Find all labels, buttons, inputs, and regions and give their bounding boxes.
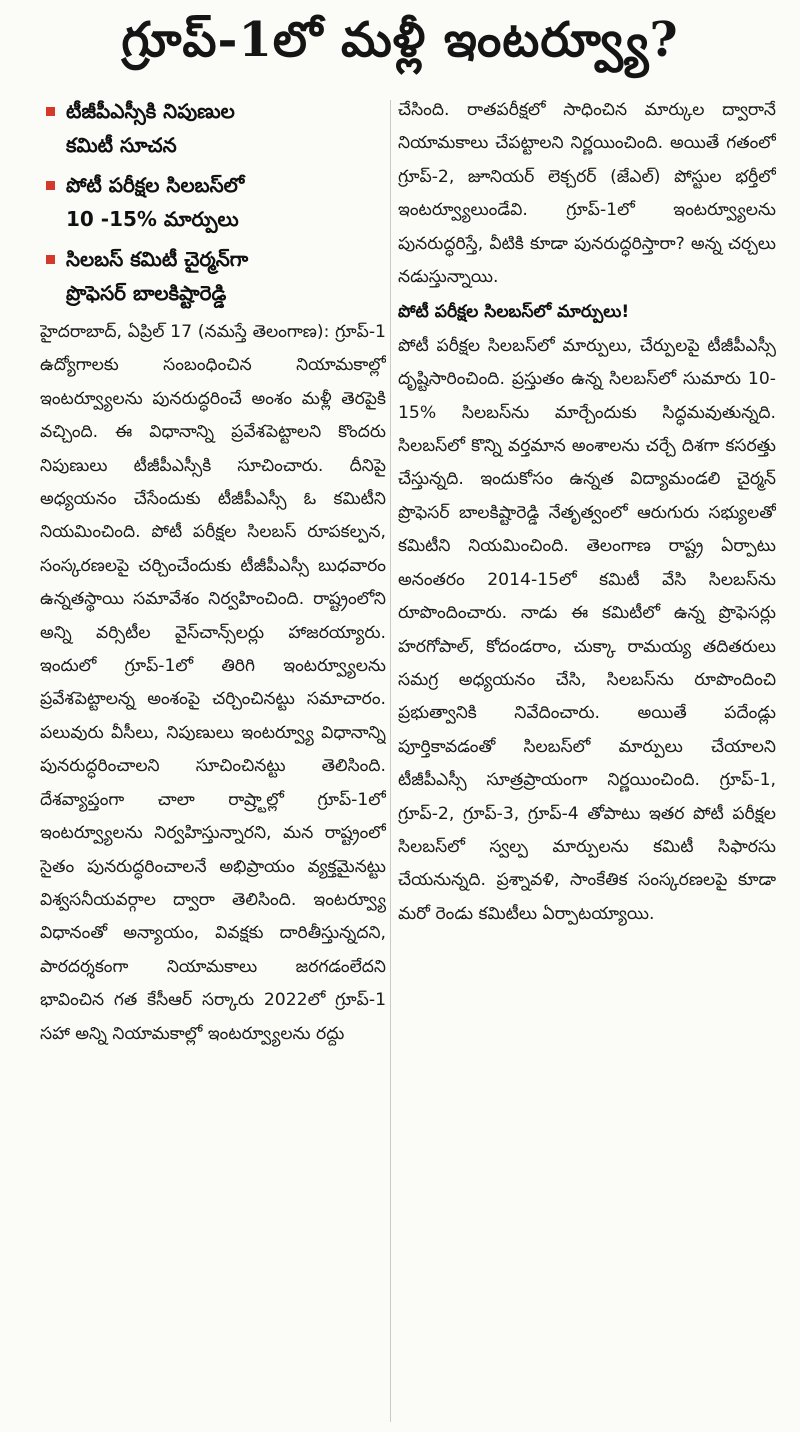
highlight-bullets [40,94,386,310]
bullet-line: టీజీపీఎస్సీకి నిపుణుల [66,99,235,123]
right-body-text-2: పోటీ పరీక్షల సిలబస్‌లో మార్పులు, చేర్పులపై టీజీపీఎస్సీ దృష్టిసారించింది. ప్రస్తుతం ఉన్న సిలబస్‌లో సుమారు 10-15% సిలబస్‌ను మార్చేందుకు సిద్ధమవుతున్నది. సిలబస్‌లో కొన్ని వర్తమాన అంశాలను చర్చే దిశగా కసరత్తు చేస్తున్నది. ఇందుకోసం ఉన్నత విద్యామండలి చైర్మన్ ప్రొఫెసర్ బాలకిష్టారెడ్డి నేతృత్వంలో ఆరుగురు సభ్యులతో కమిటీని నియమించింది. తెలంగాణ రాష్ట్ర ఏర్పాటు అనంతరం 2014-15లో కమిటీ వేసి సిలబస్‌ను రూపొందించారు. నాడు ఈ కమిటీలో ఉన్న ప్రొఫెసర్లు హరగోపాల్, కోదండరాం, చుక్కా రామయ్య తదితరులు సమగ్ర అధ్యయనం చేసి, సిలబస్‌ను రూపొందించి ప్రభుత్వానికి నివేదించారు. అయితే పదేండ్లు పూర్తికావడంతో సిలబస్‌లో మార్పులు చేయాలని టీజీపీఎస్సీ సూత్రప్రాయంగా నిర్ణయించింది. గ్రూప్-1, గ్రూప్-2, గ్రూప్-3, గ్రూప్-4 తోపాటు ఇతర పోటీ పరీక్షల సిలబస్‌లో స్వల్ప మార్పులను కమిటీ సిఫారసు చేయనున్నది. ప్రశ్నావళి, సాంకేతిక సంస్కరణలపై కూడా మరో రెండు కమిటీలు ఏర్పాటయ్యాయి. [398,335,776,924]
bullet-item [40,94,386,162]
bullet-square-icon [46,107,55,116]
left-body-text: హైదరాబాద్, ఏప్రిల్ 17 (నమస్తే తెలంగాణ): గ్రూప్-1 ఉద్యోగాలకు సంబంధించిన నియామకాల్లో ఇంటర్వ్యూలను పునరుద్ధరించే అంశం మళ్లీ తెరపైకి వచ్చింది. ఈ విధానాన్ని ప్రవేశపెట్టాలని కొందరు నిపుణులు టీజీపీఎస్సీకి సూచించారు. దీనిపై అధ్యయనం చేసేందుకు టీజీపీఎస్సీ ఓ కమిటీని నియమించింది. పోటీ పరీక్షల సిలబస్ రూపకల్పన, సంస్కరణలపై చర్చించేందుకు టీజీపీఎస్సీ బుధవారం ఉన్నతస్థాయి సమావేశం నిర్వహించింది. రాష్ట్రంలోని అన్ని వర్సిటీల వైస్‌చాన్స్‌లర్లు హాజరయ్యారు. ఇందులో గ్రూప్-1లో తిరిగి ఇంటర్వ్యూలను ప్రవేశపెట్టాలన్న అంశంపై చర్చించినట్టు సమాచారం. పలువురు వీసీలు, నిపుణులు ఇంటర్వ్యూ విధానాన్ని పునరుద్ధరించాలని సూచించినట్టు తెలిసింది. దేశవ్యాప్తంగా చాలా రాష్ర్టాల్లో గ్రూప్-1లో ఇంటర్వ్యూలను నిర్వహిస్తున్నారని, మన రాష్ట్రంలో సైతం పునరుద్ధరించాలనే అభిప్రాయం వ్యక్తమైనట్టు విశ్వసనీయవర్గాల ద్వారా తెలిసింది. ఇంటర్వ్యూ విధానంతో అన్యాయం, వివక్షకు దారితీస్తున్నదని, పారదర్శకంగా నియామకాలు జరగడంలేదని భావించిన గత కేసీఆర్ సర్కారు 2022లో గ్రూప్-1 సహా అన్ని నియామకాల్లో ఇంటర్వ్యూలను రద్దు [40,322,386,1044]
bullet-item [40,168,386,236]
headline: గ్రూప్-1లో మళ్లీ ఇంటర్వ్యూ? [121,12,679,68]
bullet-item [40,242,386,310]
bullet-line: ప్రొఫెసర్ బాలకిష్టారెడ్డి [66,281,227,305]
bullet-square-icon [46,181,55,190]
right-column [398,94,776,1426]
left-column [40,94,386,1426]
section-subheading: పోటీ పరీక్షల సిలబస్‌లో మార్పులు! [398,302,630,323]
bullet-line: పోటీ పరీక్షల సిలబస్‌లో [66,173,245,197]
right-body-text-1: చేసింది. రాతపరీక్షలో సాధించిన మార్కుల ద్వారానే నియామకాలు చేపట్టాలని నిర్ణయించింది. అయితే గతంలో గ్రూప్-2, జూనియర్ లెక్చరర్ (జేఎల్) పోస్టుల భర్తీలో ఇంటర్వ్యూలుండేవి. గ్రూప్-1లో ఇంటర్వ్యూలను పునరుద్ధరిస్తే, వీటికి కూడా పునరుద్ధరిస్తారా? అన్న చర్చలు నడుస్తున్నాయి. [398,100,776,288]
bullet-line: సిలబస్ కమిటీ చైర్మన్‌గా [66,247,249,271]
bullet-line: 10 -15% మార్పులు [66,207,239,231]
bullet-line: కమిటీ సూచన [66,133,177,157]
column-divider [390,100,391,1422]
bullet-square-icon [46,255,55,264]
